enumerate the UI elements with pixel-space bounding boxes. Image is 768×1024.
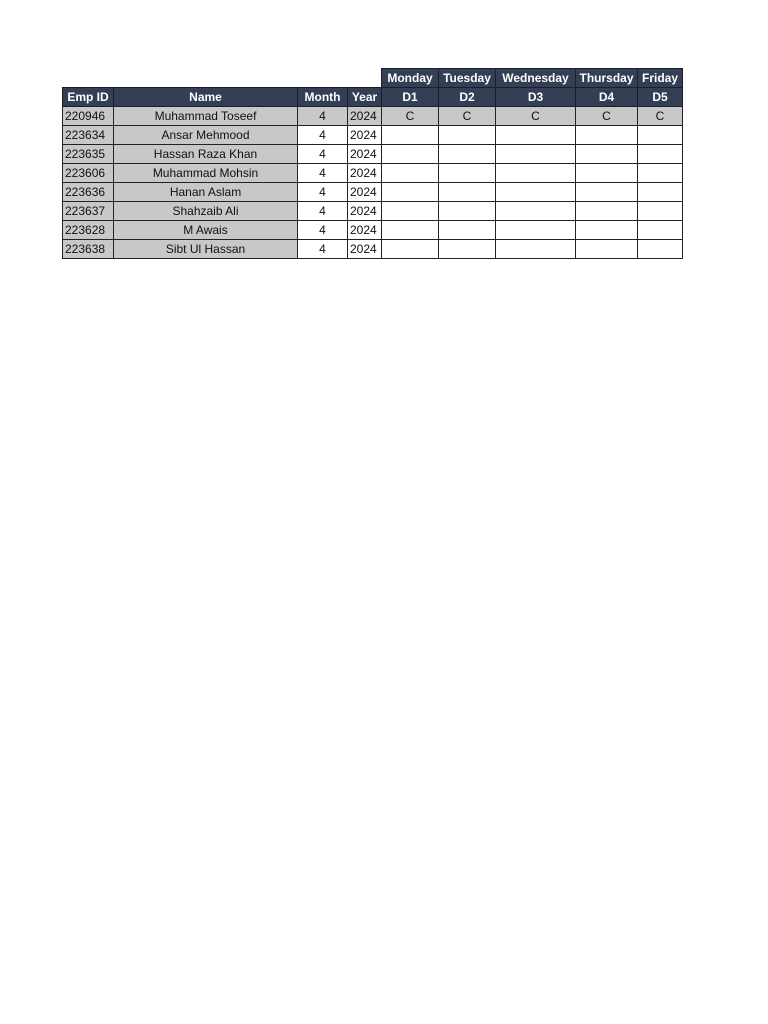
day-header-thursday[interactable]: Thursday xyxy=(576,69,638,88)
cell-d2[interactable] xyxy=(439,202,496,221)
cell-d3[interactable] xyxy=(496,202,576,221)
table-row xyxy=(63,240,683,259)
cell-d1[interactable] xyxy=(382,164,439,183)
cell-d3[interactable]: C xyxy=(496,107,576,126)
cell-d5[interactable]: C xyxy=(638,107,683,126)
day-header-friday[interactable]: Friday xyxy=(638,69,683,88)
cell-name[interactable]: Shahzaib Ali xyxy=(114,202,298,221)
cell-d2[interactable] xyxy=(439,126,496,145)
cell-d1[interactable] xyxy=(382,221,439,240)
cell-year[interactable]: 2024 xyxy=(348,126,382,145)
day-header-row xyxy=(63,69,683,88)
cell-d5[interactable] xyxy=(638,126,683,145)
header-d3[interactable]: D3 xyxy=(496,88,576,107)
cell-d1[interactable] xyxy=(382,145,439,164)
cell-d5[interactable] xyxy=(638,240,683,259)
table-row xyxy=(63,221,683,240)
column-header-row xyxy=(63,88,683,107)
cell-d3[interactable] xyxy=(496,183,576,202)
cell-d3[interactable] xyxy=(496,240,576,259)
cell-d4[interactable] xyxy=(576,145,638,164)
cell-month[interactable]: 4 xyxy=(298,145,348,164)
cell-year[interactable]: 2024 xyxy=(348,240,382,259)
cell-month[interactable]: 4 xyxy=(298,164,348,183)
cell-d5[interactable] xyxy=(638,221,683,240)
table-row xyxy=(63,145,683,164)
cell-emp-id[interactable]: 223606 xyxy=(63,164,114,183)
cell-emp-id[interactable]: 223636 xyxy=(63,183,114,202)
cell-name[interactable]: Hanan Aslam xyxy=(114,183,298,202)
cell-emp-id[interactable]: 223634 xyxy=(63,126,114,145)
cell-month[interactable]: 4 xyxy=(298,107,348,126)
cell-year[interactable]: 2024 xyxy=(348,183,382,202)
cell-d3[interactable] xyxy=(496,126,576,145)
cell-d4[interactable] xyxy=(576,164,638,183)
cell-emp-id[interactable]: 223628 xyxy=(63,221,114,240)
cell-month[interactable]: 4 xyxy=(298,126,348,145)
cell-name[interactable]: Hassan Raza Khan xyxy=(114,145,298,164)
header-d1[interactable]: D1 xyxy=(382,88,439,107)
cell-d4[interactable] xyxy=(576,221,638,240)
header-year[interactable]: Year xyxy=(348,88,382,107)
table-row xyxy=(63,126,683,145)
cell-d5[interactable] xyxy=(638,183,683,202)
cell-d2[interactable] xyxy=(439,164,496,183)
cell-d3[interactable] xyxy=(496,164,576,183)
header-name[interactable]: Name xyxy=(114,88,298,107)
cell-emp-id[interactable]: 220946 xyxy=(63,107,114,126)
cell-year[interactable]: 2024 xyxy=(348,221,382,240)
cell-emp-id[interactable]: 223637 xyxy=(63,202,114,221)
cell-name[interactable]: Muhammad Toseef xyxy=(114,107,298,126)
cell-name[interactable]: Ansar Mehmood xyxy=(114,126,298,145)
cell-year[interactable]: 2024 xyxy=(348,164,382,183)
day-header-tuesday[interactable]: Tuesday xyxy=(439,69,496,88)
header-emp-id[interactable]: Emp ID xyxy=(63,88,114,107)
cell-emp-id[interactable]: 223635 xyxy=(63,145,114,164)
cell-month[interactable]: 4 xyxy=(298,240,348,259)
cell-name[interactable]: Muhammad Mohsin xyxy=(114,164,298,183)
cell-d4[interactable] xyxy=(576,183,638,202)
cell-d5[interactable] xyxy=(638,164,683,183)
blank-cell xyxy=(63,69,114,88)
cell-year[interactable]: 2024 xyxy=(348,145,382,164)
header-d4[interactable]: D4 xyxy=(576,88,638,107)
header-month[interactable]: Month xyxy=(298,88,348,107)
attendance-table xyxy=(62,68,683,259)
cell-emp-id[interactable]: 223638 xyxy=(63,240,114,259)
day-header-monday[interactable]: Monday xyxy=(382,69,439,88)
cell-d2[interactable] xyxy=(439,145,496,164)
header-d2[interactable]: D2 xyxy=(439,88,496,107)
cell-d4[interactable] xyxy=(576,126,638,145)
cell-d3[interactable] xyxy=(496,145,576,164)
cell-d4[interactable] xyxy=(576,202,638,221)
cell-d2[interactable] xyxy=(439,221,496,240)
cell-d1[interactable] xyxy=(382,240,439,259)
cell-d1[interactable] xyxy=(382,126,439,145)
cell-d2[interactable] xyxy=(439,183,496,202)
blank-cell xyxy=(298,69,348,88)
cell-d2[interactable]: C xyxy=(439,107,496,126)
blank-cell xyxy=(348,69,382,88)
cell-name[interactable]: Sibt Ul Hassan xyxy=(114,240,298,259)
table-row xyxy=(63,183,683,202)
cell-name[interactable]: M Awais xyxy=(114,221,298,240)
cell-month[interactable]: 4 xyxy=(298,202,348,221)
cell-d2[interactable] xyxy=(439,240,496,259)
table-row xyxy=(63,107,683,126)
cell-d4[interactable]: C xyxy=(576,107,638,126)
cell-d3[interactable] xyxy=(496,221,576,240)
cell-year[interactable]: 2024 xyxy=(348,202,382,221)
cell-d5[interactable] xyxy=(638,145,683,164)
cell-month[interactable]: 4 xyxy=(298,183,348,202)
cell-d1[interactable] xyxy=(382,183,439,202)
header-d5[interactable]: D5 xyxy=(638,88,683,107)
cell-d1[interactable]: C xyxy=(382,107,439,126)
table-row xyxy=(63,202,683,221)
day-header-wednesday[interactable]: Wednesday xyxy=(496,69,576,88)
cell-month[interactable]: 4 xyxy=(298,221,348,240)
cell-d5[interactable] xyxy=(638,202,683,221)
cell-d1[interactable] xyxy=(382,202,439,221)
blank-cell xyxy=(114,69,298,88)
cell-d4[interactable] xyxy=(576,240,638,259)
cell-year[interactable]: 2024 xyxy=(348,107,382,126)
table-row xyxy=(63,164,683,183)
